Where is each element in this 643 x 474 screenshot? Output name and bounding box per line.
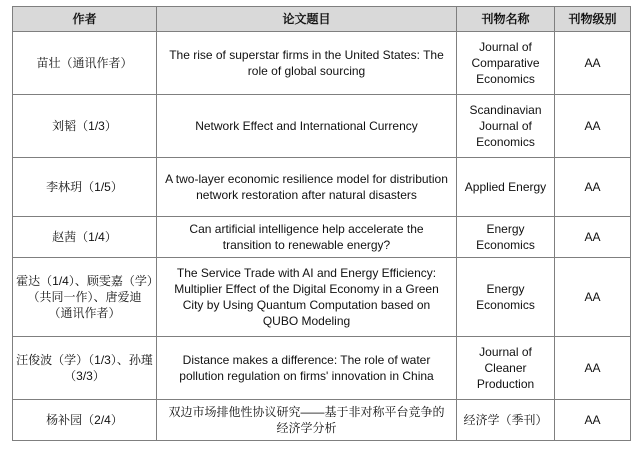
papers-table-container [12, 6, 631, 441]
author-cell: 杨补园（2/4） [13, 400, 157, 441]
title-cell: Can artificial intelligence help accelerate the transition to renewable energy? [157, 217, 457, 258]
table-row [13, 95, 631, 158]
papers-table [12, 6, 631, 441]
journal-cell: Energy Economics [457, 258, 555, 337]
level-cell: AA [555, 337, 631, 400]
title-cell: 双边市场排他性协议研究——基于非对称平台竞争的经济学分析 [157, 400, 457, 441]
header-title: 论文题目 [157, 7, 457, 32]
table-row [13, 158, 631, 217]
title-cell: Network Effect and International Currency [157, 95, 457, 158]
journal-cell: Energy Economics [457, 217, 555, 258]
header-level: 刊物级别 [555, 7, 631, 32]
author-cell: 汪俊波（学）（1/3）、孙瑾（3/3） [13, 337, 157, 400]
author-cell: 苗壮（通讯作者） [13, 32, 157, 95]
table-row [13, 400, 631, 441]
author-cell: 李林玥（1/5） [13, 158, 157, 217]
title-cell: The rise of superstar firms in the United States: The role of global sourcing [157, 32, 457, 95]
level-cell: AA [555, 158, 631, 217]
author-cell: 赵茜（1/4） [13, 217, 157, 258]
title-cell: The Service Trade with AI and Energy Efficiency: Multiplier Effect of the Digital Economy in a Green City by Using Quantum Computation based on QUBO Modeling [157, 258, 457, 337]
header-author: 作者 [13, 7, 157, 32]
level-cell: AA [555, 95, 631, 158]
journal-cell: Applied Energy [457, 158, 555, 217]
level-cell: AA [555, 258, 631, 337]
journal-cell: 经济学（季刊） [457, 400, 555, 441]
level-cell: AA [555, 217, 631, 258]
table-row [13, 337, 631, 400]
table-row [13, 258, 631, 337]
title-cell: Distance makes a difference: The role of water pollution regulation on firms' innovation in China [157, 337, 457, 400]
title-cell: A two-layer economic resilience model for distribution network restoration after natural disasters [157, 158, 457, 217]
author-cell: 刘韬（1/3） [13, 95, 157, 158]
author-cell: 霍达（1/4）、顾雯嘉（学）（共同一作）、唐爱迪（通讯作者） [13, 258, 157, 337]
level-cell: AA [555, 32, 631, 95]
header-journal: 刊物名称 [457, 7, 555, 32]
level-cell: AA [555, 400, 631, 441]
table-row [13, 32, 631, 95]
table-row [13, 217, 631, 258]
journal-cell: Journal of Cleaner Production [457, 337, 555, 400]
journal-cell: Journal of Comparative Economics [457, 32, 555, 95]
header-row [13, 7, 631, 32]
journal-cell: Scandinavian Journal of Economics [457, 95, 555, 158]
